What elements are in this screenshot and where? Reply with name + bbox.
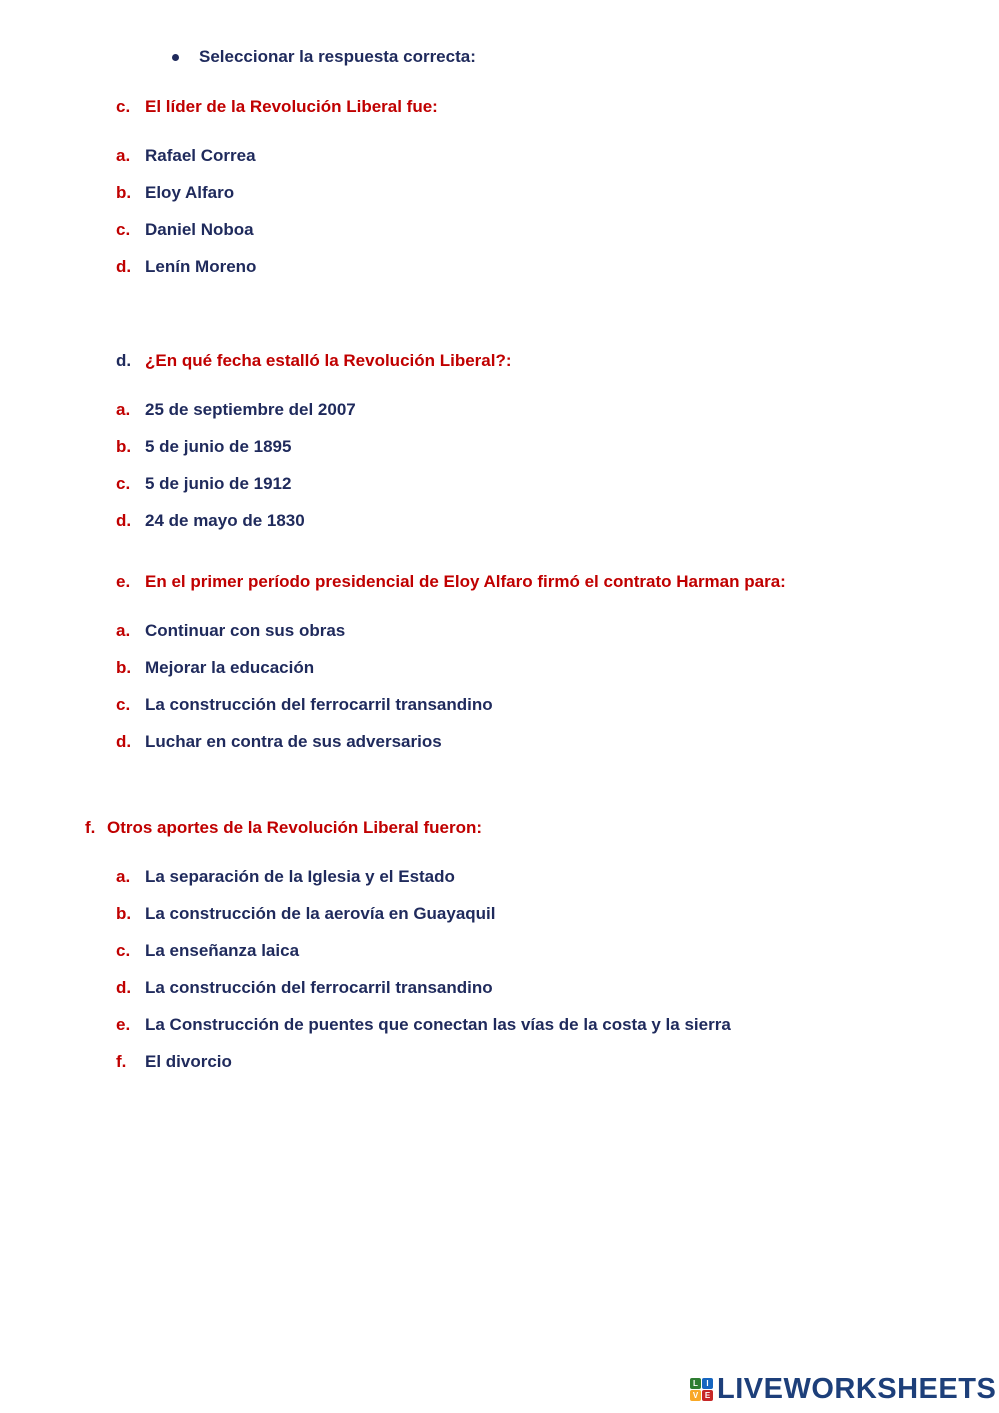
question-marker: d. bbox=[116, 351, 132, 370]
option-text: Rafael Correa bbox=[145, 146, 256, 165]
option-item[interactable] bbox=[116, 866, 455, 888]
option-item[interactable] bbox=[116, 436, 291, 458]
liveworksheets-logo bbox=[690, 1372, 996, 1406]
option-text: Daniel Noboa bbox=[145, 220, 254, 239]
logo-text: LIVEWORKSHEETS bbox=[717, 1372, 997, 1405]
question-text: En el primer período presidencial de Eloy Alfaro firmó el contrato Harman para: bbox=[145, 572, 786, 591]
question-text: Otros aportes de la Revolución Liberal fueron: bbox=[107, 818, 483, 837]
option-marker: b. bbox=[116, 183, 132, 202]
option-marker: a. bbox=[116, 867, 131, 886]
option-item[interactable] bbox=[116, 977, 493, 999]
option-text: Mejorar la educación bbox=[145, 658, 315, 677]
option-item[interactable] bbox=[116, 399, 356, 421]
question-e bbox=[116, 571, 786, 593]
option-text: Continuar con sus obras bbox=[145, 621, 346, 640]
option-item[interactable] bbox=[116, 219, 254, 241]
option-marker: b. bbox=[116, 437, 132, 456]
option-item[interactable] bbox=[116, 256, 256, 278]
option-item[interactable] bbox=[116, 620, 345, 642]
question-d bbox=[116, 350, 512, 372]
question-marker: f. bbox=[85, 818, 96, 837]
question-c bbox=[116, 96, 438, 118]
option-item[interactable] bbox=[116, 694, 493, 716]
logo-tile: I bbox=[702, 1378, 713, 1389]
option-item[interactable] bbox=[116, 182, 234, 204]
question-marker: c. bbox=[116, 97, 131, 116]
option-marker: d. bbox=[116, 978, 132, 997]
instruction-text: Seleccionar la respuesta correcta: bbox=[199, 47, 476, 66]
logo-tile: E bbox=[702, 1390, 713, 1401]
option-text: La Construcción de puentes que conectan las vías de la costa y la sierra bbox=[145, 1015, 731, 1034]
question-f bbox=[85, 817, 482, 839]
option-marker: c. bbox=[116, 941, 131, 960]
option-text: Lenín Moreno bbox=[145, 257, 257, 276]
option-text: Eloy Alfaro bbox=[145, 183, 235, 202]
logo-tile: V bbox=[690, 1390, 701, 1401]
option-item[interactable] bbox=[116, 1051, 232, 1073]
liveworksheets-logo-icon bbox=[690, 1378, 713, 1401]
option-text: La enseñanza laica bbox=[145, 941, 300, 960]
option-item[interactable] bbox=[116, 731, 442, 753]
option-marker: a. bbox=[116, 400, 131, 419]
option-marker: a. bbox=[116, 146, 131, 165]
option-text: 25 de septiembre del 2007 bbox=[145, 400, 356, 419]
option-item[interactable] bbox=[116, 1014, 731, 1036]
option-marker: a. bbox=[116, 621, 131, 640]
option-marker: b. bbox=[116, 904, 132, 923]
option-item[interactable] bbox=[116, 657, 314, 679]
option-text: Luchar en contra de sus adversarios bbox=[145, 732, 442, 751]
question-text: ¿En qué fecha estalló la Revolución Liberal?: bbox=[145, 351, 512, 370]
question-marker: e. bbox=[116, 572, 131, 591]
option-item[interactable] bbox=[116, 145, 256, 167]
option-marker: c. bbox=[116, 695, 131, 714]
bullet-icon bbox=[172, 54, 179, 61]
logo-tile: L bbox=[690, 1378, 701, 1389]
option-marker: d. bbox=[116, 732, 132, 751]
option-text: El divorcio bbox=[145, 1052, 232, 1071]
option-text: La construcción del ferrocarril transandino bbox=[145, 978, 493, 997]
option-marker: c. bbox=[116, 474, 131, 493]
option-text: La construcción de la aerovía en Guayaquil bbox=[145, 904, 496, 923]
option-text: La construcción del ferrocarril transandino bbox=[145, 695, 493, 714]
option-text: La separación de la Iglesia y el Estado bbox=[145, 867, 455, 886]
option-marker: c. bbox=[116, 220, 131, 239]
question-text: El líder de la Revolución Liberal fue: bbox=[145, 97, 438, 116]
option-marker: b. bbox=[116, 658, 132, 677]
option-item[interactable] bbox=[116, 940, 299, 962]
option-marker: d. bbox=[116, 511, 132, 530]
option-item[interactable] bbox=[116, 473, 291, 495]
option-item[interactable] bbox=[116, 510, 305, 532]
option-text: 5 de junio de 1895 bbox=[145, 437, 292, 456]
option-text: 24 de mayo de 1830 bbox=[145, 511, 305, 530]
option-item[interactable] bbox=[116, 903, 496, 925]
option-marker: f. bbox=[116, 1052, 127, 1071]
option-marker: d. bbox=[116, 257, 132, 276]
option-text: 5 de junio de 1912 bbox=[145, 474, 292, 493]
option-marker: e. bbox=[116, 1015, 131, 1034]
